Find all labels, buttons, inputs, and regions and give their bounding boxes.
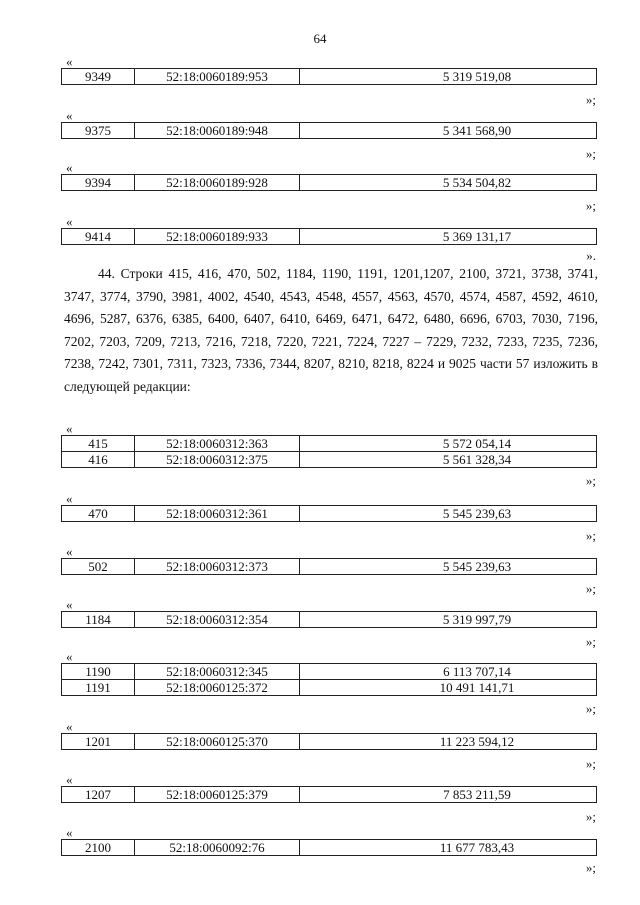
row-number: 1207: [62, 787, 135, 803]
record-table: [61, 558, 597, 575]
record-table: [61, 174, 597, 191]
page-number: 64: [313, 31, 327, 46]
row-number: 9349: [62, 69, 135, 85]
open-quote: «: [66, 825, 73, 840]
table-row: [62, 787, 597, 803]
open-quote: «: [66, 719, 73, 734]
open-quote: «: [66, 421, 73, 436]
cadastral-value: 11 677 783,43: [300, 840, 597, 856]
table-row: [62, 612, 597, 628]
record-table: [61, 435, 597, 468]
row-number: 9375: [62, 123, 135, 139]
record-table: [61, 839, 597, 856]
open-quote: «: [66, 160, 73, 175]
cadastral-value: 5 545 239,63: [300, 559, 597, 575]
close-quote: ».: [586, 248, 596, 263]
table-row: [62, 452, 597, 468]
cadastral-number: 52:18:0060312:345: [135, 664, 300, 680]
cadastral-number: 52:18:0060125:379: [135, 787, 300, 803]
row-number: 416: [62, 452, 135, 468]
record-table: [61, 68, 597, 85]
cadastral-number: 52:18:0060125:370: [135, 734, 300, 750]
cadastral-number: 52:18:0060125:372: [135, 680, 300, 696]
table-row: [62, 229, 597, 245]
record-table: [61, 611, 597, 628]
row-number: 1190: [62, 664, 135, 680]
cadastral-number: 52:18:0060312:354: [135, 612, 300, 628]
close-quote: »;: [585, 146, 596, 161]
table-row: [62, 506, 597, 522]
close-quote: »;: [585, 634, 596, 649]
cadastral-number: 52:18:0060312:361: [135, 506, 300, 522]
record-table: [61, 228, 597, 245]
row-number: 9414: [62, 229, 135, 245]
close-quote: »;: [585, 860, 596, 875]
close-quote: »;: [585, 528, 596, 543]
table-row: [62, 680, 597, 696]
open-quote: «: [66, 108, 73, 123]
table-row: [62, 664, 597, 680]
open-quote: «: [66, 491, 73, 506]
cadastral-number: 52:18:0060189:928: [135, 175, 300, 191]
row-number: 415: [62, 436, 135, 452]
cadastral-value: 5 534 504,82: [300, 175, 597, 191]
cadastral-value: 5 341 568,90: [300, 123, 597, 139]
cadastral-value: 5 319 519,08: [300, 69, 597, 85]
cadastral-number: 52:18:0060189:953: [135, 69, 300, 85]
open-quote: «: [66, 597, 73, 612]
table-row: [62, 840, 597, 856]
table-row: [62, 175, 597, 191]
open-quote: «: [66, 649, 73, 664]
row-number: 9394: [62, 175, 135, 191]
table-row: [62, 559, 597, 575]
table-row: [62, 436, 597, 452]
open-quote: «: [66, 214, 73, 229]
table-row: [62, 734, 597, 750]
open-quote: «: [66, 772, 73, 787]
cadastral-number: 52:18:0060092:76: [135, 840, 300, 856]
cadastral-value: 5 319 997,79: [300, 612, 597, 628]
row-number: 470: [62, 506, 135, 522]
close-quote: »;: [585, 756, 596, 771]
close-quote: »;: [585, 581, 596, 596]
cadastral-value: 6 113 707,14: [300, 664, 597, 680]
amendment-paragraph: 44. Строки 415, 416, 470, 502, 1184, 1190, 1191, 1201,1207, 2100, 3721, 3738, 3741, 3747, 3774, 3790, 3981, 4002, 4540, 4543, 4548, 4557, 4563, 4570, 4574, 4587, 4592, 4610, 4696, 5287, 6376, 6385, 6400, 6407, 6410, 6469, 6471, 6472, 6480, 6696, 6703, 7030, 7196, 7202, 7203, 7209, 7213, 7216, 7218, 7220, 7221, 7224, 7227 – 7229, 7232, 7233, 7235, 7236, 7238, 7242, 7301, 7311, 7323, 7336, 7344, 8207, 8210, 8218, 8224 и 9025 части 57 изложить в следующей редакции:: [64, 266, 598, 394]
cadastral-value: 5 369 131,17: [300, 229, 597, 245]
close-quote: »;: [585, 701, 596, 716]
close-quote: »;: [585, 92, 596, 107]
row-number: 1201: [62, 734, 135, 750]
record-table: [61, 733, 597, 750]
close-quote: »;: [585, 198, 596, 213]
open-quote: «: [66, 54, 73, 69]
cadastral-value: 10 491 141,71: [300, 680, 597, 696]
cadastral-number: 52:18:0060312:363: [135, 436, 300, 452]
cadastral-value: 11 223 594,12: [300, 734, 597, 750]
cadastral-number: 52:18:0060189:948: [135, 123, 300, 139]
record-table: [61, 122, 597, 139]
cadastral-value: 7 853 211,59: [300, 787, 597, 803]
close-quote: »;: [585, 809, 596, 824]
row-number: 1191: [62, 680, 135, 696]
cadastral-value: 5 545 239,63: [300, 506, 597, 522]
cadastral-value: 5 572 054,14: [300, 436, 597, 452]
cadastral-number: 52:18:0060312:373: [135, 559, 300, 575]
cadastral-number: 52:18:0060189:933: [135, 229, 300, 245]
row-number: 502: [62, 559, 135, 575]
record-table: [61, 663, 597, 696]
cadastral-number: 52:18:0060312:375: [135, 452, 300, 468]
record-table: [61, 505, 597, 522]
open-quote: «: [66, 544, 73, 559]
table-row: [62, 123, 597, 139]
row-number: 1184: [62, 612, 135, 628]
cadastral-value: 5 561 328,34: [300, 452, 597, 468]
close-quote: »;: [585, 473, 596, 488]
row-number: 2100: [62, 840, 135, 856]
record-table: [61, 786, 597, 803]
table-row: [62, 69, 597, 85]
